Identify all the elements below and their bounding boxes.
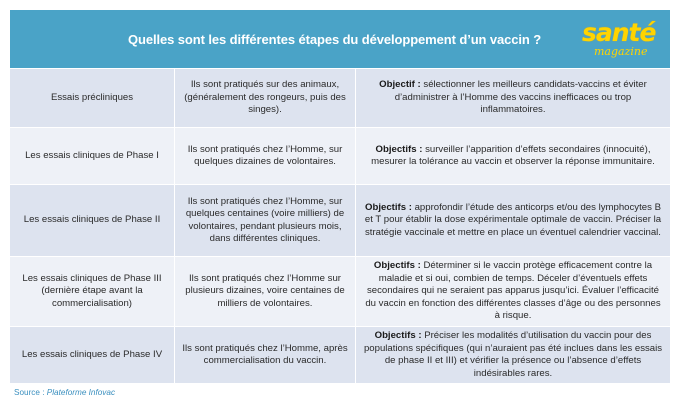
source-name: Plateforme Infovac bbox=[46, 388, 116, 397]
table-row bbox=[10, 256, 670, 326]
objective-cell bbox=[356, 327, 670, 383]
table-row bbox=[10, 127, 670, 184]
objective-text: Préciser les modalités d’utilisation du vaccin pour des populations spécifiques (qui n’auraient pas été inclues dans les essais de phase II et III) et vérifier la présence ou l’absence d’effets indésirables rares. bbox=[363, 330, 663, 379]
table-row bbox=[10, 68, 670, 127]
header-banner bbox=[10, 10, 670, 68]
participants-cell: Ils sont pratiqués chez l’Homme, sur quelques dizaines de volontaires. bbox=[175, 128, 356, 184]
table-row bbox=[10, 326, 670, 383]
objective-cell bbox=[356, 128, 670, 184]
objective-text: Déterminer si le vaccin protège efficacement contre la maladie et si oui, combien de temps. Déceler d’éventuels effets secondaires qui ne seraient pas apparus jusqu’ici. Évaluer l’efficacité du vaccin en fonction des différentes classes d’âge ou des personnes à risque. bbox=[365, 260, 661, 322]
objective-label: Objectifs : bbox=[365, 201, 412, 213]
participants-cell: Ils sont pratiqués sur des animaux, (généralement des rongeurs, puis des singes). bbox=[175, 69, 356, 127]
objective-text: sélectionner les meilleurs candidats-vaccins et éviter d’administrer à l’Homme des vaccins inefficaces ou trop inflammatoires. bbox=[394, 79, 647, 116]
phase-cell: Les essais cliniques de Phase IV bbox=[10, 327, 175, 383]
source-label: Source : bbox=[14, 388, 47, 397]
logo-main-text: santé bbox=[582, 18, 656, 47]
objective-label: Objectifs : bbox=[373, 260, 421, 272]
objective-label: Objectifs : bbox=[375, 143, 423, 155]
page-title: Quelles sont les différentes étapes du développement d’un vaccin ? bbox=[128, 32, 542, 47]
participants-cell: Ils sont pratiqués chez l’Homme sur plusieurs dizaines, voire centaines de milliers de volontaires. bbox=[175, 257, 356, 326]
infographic bbox=[10, 10, 670, 383]
objective-text: surveiller l’apparition d’effets secondaires (innocuité), mesurer la tolérance au vaccin et observer la réponse immunitaire. bbox=[371, 143, 655, 167]
participants-cell: Ils sont pratiqués chez l’Homme, après commercialisation du vaccin. bbox=[175, 327, 356, 383]
objective-label: Objectif : bbox=[379, 79, 421, 91]
objective-cell bbox=[356, 257, 670, 326]
objective-text: approfondir l’étude des anticorps et/ou des lymphocytes B et T pour établir la dose expérimentale optimale de vaccin. Préciser la stratégie vaccinale et mettre en place un éventuel calendrier vaccinal. bbox=[364, 201, 662, 238]
sante-magazine-logo bbox=[582, 18, 666, 62]
source-note bbox=[14, 388, 115, 397]
phase-cell: Les essais cliniques de Phase I bbox=[10, 128, 175, 184]
participants-cell: Ils sont pratiqués chez l’Homme, sur quelques centaines (voire milliers) de volontaires, pendant plusieurs mois, dans différentes cliniques. bbox=[175, 185, 356, 256]
phase-cell: Les essais cliniques de Phase III (dernière étape avant la commercialisation) bbox=[10, 257, 175, 326]
vaccine-stages-table bbox=[10, 68, 670, 383]
objective-label: Objectifs : bbox=[374, 330, 422, 341]
phase-cell: Essais précliniques bbox=[10, 69, 175, 127]
logo-sub-text: magazine bbox=[594, 45, 648, 58]
table-row bbox=[10, 184, 670, 256]
objective-cell bbox=[356, 185, 670, 256]
phase-cell: Les essais cliniques de Phase II bbox=[10, 185, 175, 256]
objective-cell bbox=[356, 69, 670, 127]
